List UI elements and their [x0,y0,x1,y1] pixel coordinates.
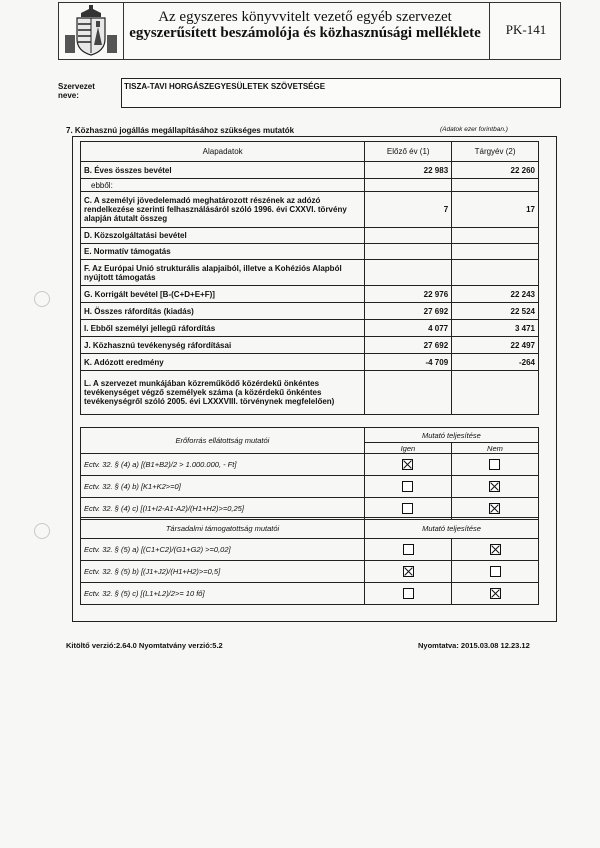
base-data-table [80,141,539,415]
yes-checkbox[interactable] [402,481,413,492]
row-prev: 4 077 [365,320,452,337]
form-title-line2: egyszerűsített beszámolója és közhasznúsági melléklete [129,25,481,41]
row-curr [452,228,539,244]
row-prev [365,244,452,260]
no-checkbox[interactable] [489,459,500,470]
row-curr: 3 471 [452,320,539,337]
table-row [81,162,539,179]
indicator-criterion: Ectv. 32. § (4) b) [K1+K2>=0] [81,476,365,498]
form-code: PK-141 [505,22,547,37]
no-checkbox[interactable] [489,503,500,514]
table-row [81,244,539,260]
row-curr: 22 524 [452,303,539,320]
table-row [81,228,539,244]
row-prev: 22 983 [365,162,452,179]
table-row [81,179,539,192]
row-curr: 22 260 [452,162,539,179]
row-label: H. Összes ráfordítás (kiadás) [81,303,365,320]
section-title: 7. Közhasznú jogállás megállapításához szükséges mutatók [66,126,295,135]
indicator-criterion: Ectv. 32. § (4) c) [(I1+I2-A1-A2)/(H1+H2)>=0,25] [81,498,365,520]
indicator-row [81,583,539,605]
row-prev: 27 692 [365,337,452,354]
indicator-criterion: Ectv. 32. § (5) c) [(L1+L2)/2>= 10 fő] [81,583,365,605]
coat-of-arms-icon [63,5,119,57]
row-curr [452,244,539,260]
org-label-line2: neve: [58,91,79,100]
row-prev: 22 976 [365,286,452,303]
indicator-row [81,539,539,561]
row-curr: -264 [452,354,539,371]
indicator-criterion: Ectv. 32. § (5) b) [(J1+J2)/(H1+H2)>=0,5] [81,561,365,583]
indicator-row [81,454,539,476]
yes-checkbox[interactable] [403,588,414,599]
table-row [81,337,539,354]
no-column-header: Nem [451,443,538,454]
row-curr: 22 497 [452,337,539,354]
org-name-field [121,78,561,108]
row-curr [452,179,539,192]
row-label: L. A szervezet munkájában közreműködő közérdekű önkéntes tevékenységet végző személyek száma (a közérdekű önkéntes tevékenységről szóló 2005. évi LXXXVIII. törvénynek megfelelően) [81,371,365,415]
row-label: F. Az Európai Unió strukturális alapjaiból, illetve a Kohéziós Alapból nyújtott támogatás [81,260,365,286]
row-prev: -4 709 [365,354,452,371]
row-label: J. Közhasznú tevékenység ráfordításai [81,337,365,354]
indicator-criterion: Ectv. 32. § (5) a) [(C1+C2)/(G1+G2) >=0,02] [81,539,365,561]
header-prev-year: Előző év (1) [365,142,452,162]
social-result-header: Mutató teljesítése [365,518,539,539]
row-label: G. Korrigált bevétel [B-(C+D+E+F)] [81,286,365,303]
table-row [81,192,539,228]
table-row [81,371,539,415]
print-timestamp: Nyomtatva: 2015.03.08 12.23.12 [418,641,530,650]
social-indicators-title: Társadalmi támogatottság mutatói [81,518,365,539]
org-label [58,82,95,100]
resource-indicators-table [80,427,539,520]
row-prev [365,228,452,244]
social-indicators-table [80,517,539,605]
row-curr [452,371,539,415]
yes-checkbox[interactable] [403,566,414,577]
punch-hole [34,291,50,307]
org-name: TISZA-TAVI HORGÁSZEGYESÜLETEK SZÖVETSÉGE [124,82,326,91]
form-title [125,9,485,41]
row-curr: 17 [452,192,539,228]
row-prev [365,179,452,192]
row-label: B. Éves összes bevétel [81,162,365,179]
yes-column-header: Igen [364,443,451,454]
indicator-criterion: Ectv. 32. § (4) a) [(B1+B2)/2 > 1.000.000, - Ft] [81,454,365,476]
row-label: K. Adózott eredmény [81,354,365,371]
yes-checkbox[interactable] [402,459,413,470]
header-curr-year: Tárgyév (2) [452,142,539,162]
row-label: C. A személyi jövedelemadó meghatározott részének az adózó rendelkezése szerinti felhasználásáról szóló 1996. évi CXXVI. törvény alapján átutalt összeg [81,192,365,228]
no-checkbox[interactable] [489,481,500,492]
row-label: I. Ebből személyi jellegű ráfordítás [81,320,365,337]
table-header-row [81,142,539,162]
row-prev: 27 692 [365,303,452,320]
resource-result-header: Mutató teljesítése [364,428,538,443]
table-row [81,286,539,303]
indicator-row [81,561,539,583]
row-label: ebből: [81,179,365,192]
row-curr: 22 243 [452,286,539,303]
row-label: E. Normatív támogatás [81,244,365,260]
indicator-row [81,476,539,498]
resource-indicators-title: Erőforrás ellátottság mutatói [81,428,365,454]
table-row [81,303,539,320]
row-label: D. Közszolgáltatási bevétel [81,228,365,244]
no-checkbox[interactable] [490,566,501,577]
table-row [81,354,539,371]
punch-hole [34,523,50,539]
org-label-line1: Szervezet [58,82,95,91]
form-header [58,2,561,60]
no-checkbox[interactable] [490,588,501,599]
section-unit-note: (Adatok ezer forintban.) [440,126,508,133]
yes-checkbox[interactable] [403,544,414,555]
row-prev [365,371,452,415]
row-prev [365,260,452,286]
table-row [81,260,539,286]
row-prev: 7 [365,192,452,228]
software-version: Kitöltő verzió:2.64.0 Nyomtatvány verzió:5.2 [66,641,223,650]
yes-checkbox[interactable] [402,503,413,514]
no-checkbox[interactable] [490,544,501,555]
header-base-data: Alapadatok [81,142,365,162]
table-row [81,320,539,337]
form-title-line1: Az egyszeres könyvvitelt vezető egyéb szervezet [158,9,452,25]
row-curr [452,260,539,286]
